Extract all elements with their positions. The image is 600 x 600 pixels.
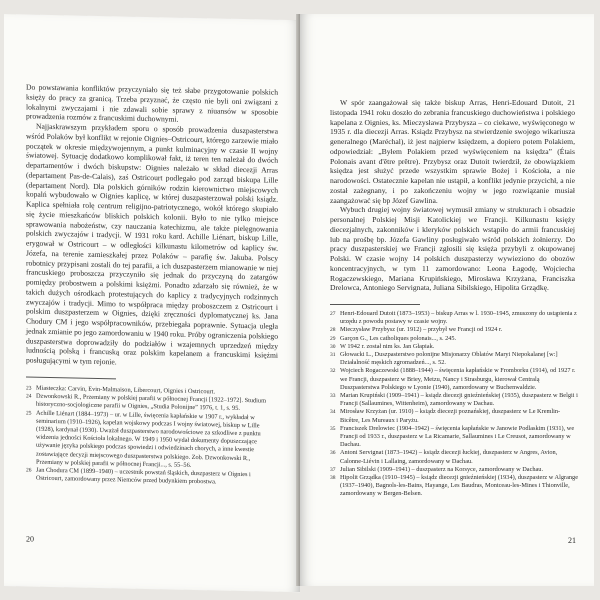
paragraph: Wybuch drugiej wojny światowej wymusił zmiany w strukturach i obsadzie personalnej Polskiej Misji Katolickiej we Francji. Kilkunastu księży diecezjalnych, zakonników i kleryków polskich wstąpiło do armii francuskiej lub na prośbę bp. Józefa Gawliny posługiwało wśród polskich żołnierzy. Do pracy duszpasterskiej we Francji zgłosili się księża przybyli z okupowanej Polski. W czasie wojny 14 polskich duszpasterzy wywieziono do obozów koncentracyjnych, w tym 11 zamordowano: Leona Łagodę, Wojciecha Rogaczewskiego, Mariana Krupińskiego, Mirosława Krzyżana, Franciszka Drelowca, Antoniego Servignata, Juliana Sibilskiego, Hipolita Grządkę.	[330, 205, 575, 293]
footnote	[330, 326, 578, 334]
footnote	[330, 335, 578, 343]
page-number: 20	[26, 534, 34, 544]
footnote	[330, 408, 578, 424]
footnote-text: Garçon G., Les catholiques polonais..., s. 245.	[340, 334, 457, 342]
footnote	[26, 409, 276, 472]
footnote-number: 23	[26, 385, 32, 392]
footnote-text: Dzwonkowski R., Przemiany w polskiej parafii w północnej Francji [1922–1972]. Studium historyczno-socjologiczne parafii w Oignies, „Studia Polonijne” 1976, t. 1, s. 95.	[36, 392, 266, 413]
footnote	[330, 310, 578, 326]
footnote-number: 31	[330, 352, 336, 359]
left-page-footnotes	[26, 384, 276, 488]
footnote-number: 33	[330, 393, 336, 400]
footnote-text: Achille Liénart (1884–1973) – ur. w Lille, święcenia kapłańskie w 1907 r., wykładał w seminarium (1910–1926), kapelan wojskowy podczas I wojny światowej, biskup w Lille (1928), kardynał (1930). Uważał duszpasterstwo narodowościowe za szkodliwe z punktu widzenia jedności Kościoła lokalnego. W 1949 i 1950 wydał dokumenty dopuszczające używanie języka polskiego podczas spowiedzi i odwiedzinach chorych, a inne kwestie zostawiające decyzji miejscowego duszpasterstwa polskiego. Zob. Dzwonkowski R., Przemiany w polskiej parafii w północnej Francji..., s. 55–56.	[36, 409, 261, 469]
footnote-text: Wojciech Rogaczewski (1888–1944) – święcenia kapłańskie w Fromborku (1914), od 1927 r. we Francji, duszpasterz w Briey, Metzu, Nancy i Strasburgu, kierował Centralą Duszpasterstwa Polskiego w Lyonie (1940), zamordowany w Buchenwaldzie.	[340, 367, 576, 391]
footnote-text: Mirosław Krzyżan (ur. 1910) – ksiądz diecezji poznańskiej, duszpasterz w Le Kremlin-Bicêtre, Les Mureaux i Paryżu.	[340, 408, 561, 424]
footnote-number: 29	[330, 335, 336, 342]
footnote-number: 32	[330, 368, 336, 375]
footnote	[330, 466, 578, 474]
paragraph: W spór zaangażował się także biskup Arras, Henri-Edouard Dutoit, 21 listopada 1941 roku doszło do zebrania francuskiego duchowieństwa i polskiego kapelana z Oignies, ks. Mieczysława Przybysza – co ciekawe, wyświęconego w 1935 r. dla diecezji Arras. Ksiądz Przybysz na stwierdzenie swojego wikariusza generalnego (Maréchal), iż jest najpierw księdzem, a dopiero potem Polakiem, odpowiedział: „Byłem Polakiem przed wyświęceniem na księdza” (Étais Polonais avant d'être prêtre). Przybysz oraz Dutoit twierdził, że obowiązkiem księdza jest służyć przede wszystkim sprawie Bożej i Kościoła, a nie narodowości. Ostatecznie kapelan nie ustąpił, a konflikt jedynie przycichł, a nie został zażegnany, i po zakończeniu wojny w jego rozwiązanie musiał zaangażować się bp Józef Gawlina.	[330, 98, 575, 205]
footnote-number: 25	[26, 410, 32, 417]
footnote-text: Julian Sibilski (1909–1941) – duszpasterz na Korsyce, zamordowany w Dachau.	[340, 465, 544, 473]
footnote-separator	[330, 304, 420, 305]
footnote-number: 26	[26, 467, 32, 474]
page-number: 21	[568, 536, 576, 545]
footnote	[330, 343, 578, 351]
left-page	[4, 14, 300, 592]
paragraph: Do powstawania konfliktów przyczyniało się też słabe przygotowanie polskich księży do pracy za granicą. Trzeba przyznać, że często nie byli oni związani z lokalnymi zwyczajami i nie zdawali sobie sprawy z niuansów w sposobie prowadzenia rozmów z francuskimi duchownymi.	[26, 82, 278, 124]
paragraph: Najjaskrawszym przykładem sporu o sposób prowadzenia duszpasterstwa wśród Polaków był konflikt w rejonie Oignies–Ostricourt, którego zarzewie miało początek w okresie międzywojennym, a punkt kulminacyjny w czasie II wojny światowej. Sytuację dodatkowo komplikował fakt, iż teren ten należał do dwóch departamentów i dwóch biskupstw: Oignies należało w skład diecezji Arras (departament Pas-de-Calais), zaś Ostricourt podlegało pod zarząd biskupa Lille (departament Nord). Dla polskich górników rodzin kierownictwo miejscowych kopalń wybudowało w Oignies kaplicę, w której duszpasterzował polski ksiądz. Kaplica spełniała rolę centrum religijno-patriotycznego, wokół którego skupiało się życie mieszkańców bliskich polskich kolonii. Było to nie tylko miejsce sprawowania nabożeństw, czy nauczania katechizmu, ale także pielęgnowania polskich zwyczajów i tradycji. W 1931 roku kard. Achille Liénart, biskup Lille, erygował w Ostricourt – w odległości kilkunastu kilometrów od kaplicy św. Józefa, na terenie zamieszkałej przez Polaków – parafię św. Jakuba. Polscy robotnicy przypisani zostali do tej parafii, a ich duszpasterzem mianowanie w niej francuskiego proboszcza przyczyniło się jednak do przyczyną do zatargów pomiędzy probostwem a polskimi księżmi. Ponadto zdarzało się również, że w takich dużych ośrodkach protestujących do kaplicy z tradycyjnych rodzinnych zwyczajów i tradycji. Mimo to współpraca między proboszczem z Ostricourt i polskim duszpasterzem w Oignies, dzięki zręczności dyplomatycznej ks. Jana Chodury CM i jego współpracowników, przebiegała poprawnie. Sytuacja uległa jednak zmianie po jego zamordowaniu w 1940 roku. Próby ograniczenia polskiego duszpasterstwa doprowadziły do podziałów i wzajemnych uprzedzeń między ludnością polską i francuską oraz polskim kapelanem a francuskimi księżmi posługującymi w tym rejonie.	[26, 121, 279, 367]
open-book	[4, 14, 594, 586]
footnote-number: 37	[330, 466, 336, 473]
footnote-number: 30	[330, 343, 336, 350]
left-page-body	[26, 82, 278, 370]
footnote-text: Jan Chodura CM (1899–1940) – uczestnik powstań śląskich, duszpasterz w Oignies i Ostricourt, zamordowany przez Niemców przed budynkiem probostwa.	[36, 466, 251, 486]
footnote-number: 28	[330, 327, 336, 334]
footnote-number: 34	[330, 409, 336, 416]
footnote-text: W 1942 r. został nim ks. Jan Głapiak.	[340, 342, 435, 350]
footnote	[330, 351, 578, 367]
footnote	[330, 449, 578, 465]
footnote	[330, 425, 578, 450]
footnote-number: 27	[330, 311, 336, 317]
footnote	[330, 392, 578, 408]
footnote-text: Miasteczka: Carvin, Evin-Malmaison, Libercourt, Oignies i Ostricourt.	[36, 384, 216, 396]
footnote-text: Głowacki L., Duszpasterstwo polonijne Misjonarzy Oblatów Maryi Niepokalanej [w:] Działalność męskich zgromadzeń..., s. 52.	[340, 351, 558, 367]
footnote-number: 24	[26, 393, 32, 400]
footnote-separator	[26, 376, 116, 379]
footnote-number: 38	[330, 475, 336, 482]
footnote-text: Marian Krupiński (1909–1941) – ksiądz diecezji gnieźnieńskiej (1935), duszpasterz w Belgii i Francji (Sallaumines, Wittenheim), zamordowany w Dachau.	[340, 392, 578, 408]
right-page-body	[330, 98, 575, 293]
footnote	[330, 474, 578, 499]
footnote-text: Hipolit Grządka (1910–1945) – ksiądz diecezji gnieźnieńskiej (1934), duszpasterz w Algrange (1937–1940), Bagnols-les-Bains, Hayange, Les Baudras, Montceau-les-Mines i Thionville, zamordowany w Bergen-Belsen.	[340, 474, 578, 498]
footnote-text: Mieczysław Przybysz (ur. 1912) – przybył we Francji od 1924 r.	[340, 326, 503, 334]
footnote-text: Antoni Servignat (1873–1942) – ksiądz diecezji łuckiej, duszpasterz w Angres, Avion, Calonne-Liévin i Lallaing, zamordowany w Dachau.	[340, 449, 558, 465]
footnote-number: 35	[330, 425, 336, 432]
right-page	[300, 14, 594, 586]
footnote	[330, 367, 578, 392]
right-page-footnotes	[330, 310, 578, 499]
footnote-text: Henri-Edouard Dutoit (1873–1953) – biskup Arras w l. 1930–1945, zmuszony do ustąpienia z urzędu z powodu postawy w czasie wojny.	[340, 310, 577, 326]
footnote-number: 36	[330, 450, 336, 457]
footnote-text: Franciszek Drelowiec (1904–1942) – święcenia kapłańskie w Janowie Podlaskim (1931), we Francji od 1933 r., duszpasterz w La Ricamarie, Sallaumines i Le Creusot, zamordowany w Dachau.	[340, 424, 575, 449]
